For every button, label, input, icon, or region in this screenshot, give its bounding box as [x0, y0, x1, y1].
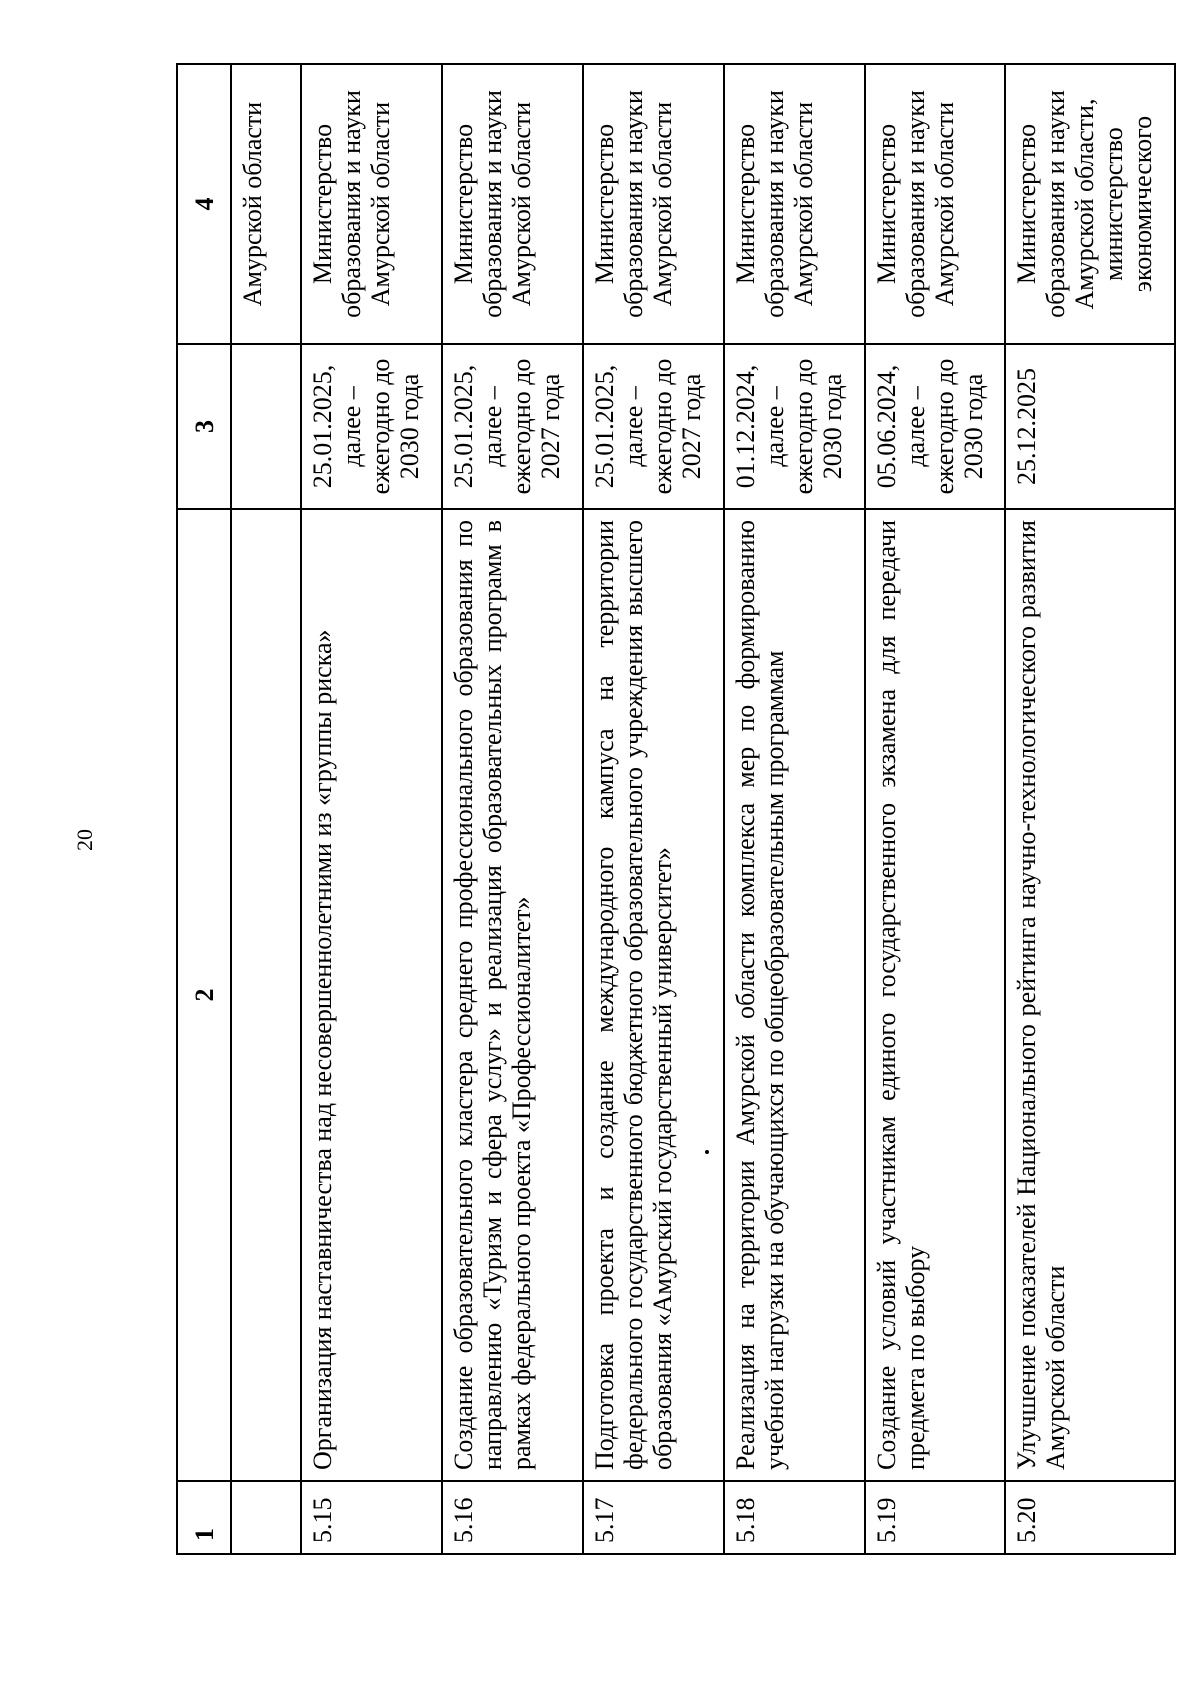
cell-responsible: Министерство образования и науки Амурской области	[724, 64, 865, 344]
cell-deadline	[231, 344, 301, 509]
cell-deadline: 25.01.2025, далее – ежегодно до 2027 года	[442, 344, 583, 509]
cell-description	[231, 509, 301, 1481]
cell-deadline: 05.06.2024, далее – ежегодно до 2030 года	[865, 344, 1006, 509]
header-col-1: 1	[177, 1481, 231, 1554]
cell-num: 5.18	[724, 1481, 865, 1554]
measures-table	[176, 63, 1176, 1555]
cell-responsible: Министерство образования и науки Амурской области	[865, 64, 1006, 344]
cell-description: Создание образовательного кластера среднего профессионального образования по направлению «Туризм и сфера услуг» и реализация образовательных программ в рамках федерального проекта «Профессионалитет»	[442, 509, 583, 1481]
cell-responsible: Министерство образования и науки Амурской области	[301, 64, 442, 344]
header-col-3: 3	[177, 344, 231, 509]
cell-description: Организация наставничества над несовершеннолетними из «группы риска»	[301, 509, 442, 1481]
cell-num: 5.19	[865, 1481, 1006, 1554]
table-row	[583, 64, 724, 1554]
cell-responsible: Министерство образования и науки Амурской области, министерство экономического	[1005, 64, 1175, 344]
cell-description: Подготовка проекта и создание международного кампуса на территории федерального государственного бюджетного образовательного учреждения высшего образования «Амурский государственный университет»	[583, 509, 724, 1481]
cell-num: 5.16	[442, 1481, 583, 1554]
cell-deadline: 25.01.2025, далее – ежегодно до 2027 года	[583, 344, 724, 509]
cell-description: Улучшение показателей Национального рейтинга научно-технологического развития Амурской области	[1005, 509, 1175, 1481]
cell-deadline: 25.01.2025, далее – ежегодно до 2030 года	[301, 344, 442, 509]
cell-num: 5.17	[583, 1481, 724, 1554]
measures-table-wrapper	[176, 65, 1176, 1555]
cell-responsible: Министерство образования и науки Амурской области	[442, 64, 583, 344]
cell-description: Реализация на территории Амурской области комплекса мер по формированию учебной нагрузки на обучающихся по общеобразовательным программам	[724, 509, 865, 1481]
table-row-continuation	[231, 64, 301, 1554]
header-col-4: 4	[177, 64, 231, 344]
table-row	[724, 64, 865, 1554]
cell-responsible: Амурской области	[231, 64, 301, 344]
table-row	[1005, 64, 1175, 1554]
cell-responsible: Министерство образования и науки Амурской области	[583, 64, 724, 344]
table-row	[865, 64, 1006, 1554]
table-row	[442, 64, 583, 1554]
table-row	[301, 64, 442, 1554]
cell-deadline: 01.12.2024, далее – ежегодно до 2030 года	[724, 344, 865, 509]
cell-deadline: 25.12.2025	[1005, 344, 1175, 509]
table-header-row	[177, 64, 231, 1554]
cell-num	[231, 1481, 301, 1554]
cell-description: Создание условий участникам единого государственного экзамена для передачи предмета по выбору	[865, 509, 1006, 1481]
page-number: 20	[72, 829, 97, 851]
cell-num: 5.15	[301, 1481, 442, 1554]
cell-num: 5.20	[1005, 1481, 1175, 1554]
header-col-2: 2	[177, 509, 231, 1481]
